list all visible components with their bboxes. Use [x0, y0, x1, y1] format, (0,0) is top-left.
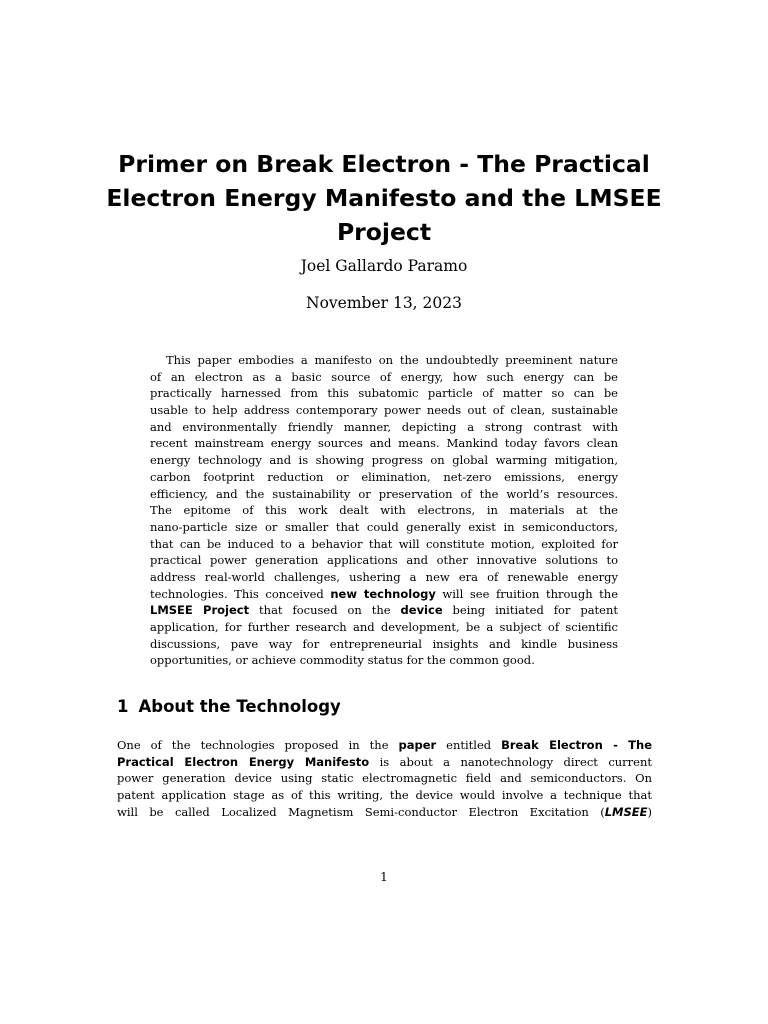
paper-title [90, 147, 678, 249]
abstract-line: practically harnessed from this subatomic particle of matter so can be [150, 386, 618, 401]
author-name: Joel Gallardo Paramo [300, 257, 468, 275]
body-line [117, 737, 652, 754]
bold-term-device: device [400, 603, 443, 618]
bold-italic-term-lmsee: LMSEE [604, 804, 648, 819]
abstract-line [150, 586, 618, 603]
body-text: One of the technologies proposed in the [117, 738, 399, 752]
abstract-line: The epitome of this work dealt with electrons, in materials at the [150, 503, 618, 518]
body-line [117, 804, 652, 821]
abstract-line: that can be induced to a behavior that will constitute motion, exploited for [150, 536, 618, 551]
bold-term-paper: paper [398, 738, 437, 752]
abstract-line: practical power generation applications and other innovative solutions to [150, 553, 618, 568]
abstract-text: that focused on the [249, 603, 401, 618]
abstract-line: efficiency, and the sustainability or preservation of the world’s resources. [150, 486, 618, 501]
title-line: Primer on Break Electron - The Practical [118, 150, 650, 178]
bold-term-paper-title: Break Electron - The [501, 738, 653, 752]
bold-term-paper-title: Practical Electron Energy Manifesto [117, 754, 370, 769]
abstract-text: being initiated for patent [442, 603, 619, 618]
abstract-text: technologies. This conceived [150, 586, 331, 601]
abstract-line: of an electron as a basic source of energy, how such energy can be [150, 369, 618, 384]
bold-term-new-technology: new technology [330, 586, 436, 601]
section-title-text: About the Technology [138, 697, 341, 716]
body-text: entitled [436, 738, 502, 752]
bold-term-lmsee-project: LMSEE Project [150, 603, 250, 618]
body-line [117, 754, 652, 771]
abstract-line: recent mainstream energy sources and means. Mankind today favors clean [150, 436, 618, 451]
abstract-line: discussions, pave way for entrepreneurial insights and kindle business [150, 636, 618, 651]
abstract-line: address real-world challenges, ushering a new era of renewable energy [150, 569, 618, 584]
title-line: Electron Energy Manifesto and the LMSEE [106, 184, 662, 212]
abstract-line [150, 602, 618, 619]
section-number: 1 [117, 697, 129, 716]
abstract-text: will see fruition through the [435, 586, 619, 601]
body-text: will be called Localized Magnetism Semi-conductor Electron Excitation ( [117, 804, 605, 819]
publication-date: November 13, 2023 [306, 294, 462, 312]
abstract-line: nano-particle size or smaller that could generally exist in semiconductors, [150, 519, 618, 534]
abstract-line: opportunities, or achieve commodity status for the common good. [150, 653, 535, 668]
body-line: patent application stage as of this writing, the device would involve a technique that [117, 788, 652, 803]
section-body [117, 737, 652, 820]
page-number: 1 [380, 870, 388, 884]
abstract-line: energy technology and is showing progress on global warming mitigation, [150, 453, 618, 468]
abstract-line: usable to help address contemporary power needs out of clean, sustainable [150, 403, 618, 418]
section-heading [117, 697, 341, 716]
abstract-line: application, for further research and development, be a subject of scientific [150, 620, 618, 634]
abstract-line: carbon footprint reduction or elimination, net-zero emissions, energy [150, 469, 618, 484]
abstract-line: and environmentally friendly manner, depicting a strong contrast with [150, 419, 618, 434]
title-line: Project [336, 218, 432, 246]
abstract-line: This paper embodies a manifesto on the undoubtedly preeminent nature [166, 353, 618, 367]
body-text: ) [647, 804, 652, 819]
body-text: is about a nanotechnology direct current [369, 754, 652, 769]
body-line: power generation device using static electromagnetic field and semiconductors. On [117, 771, 652, 786]
abstract [150, 352, 618, 669]
